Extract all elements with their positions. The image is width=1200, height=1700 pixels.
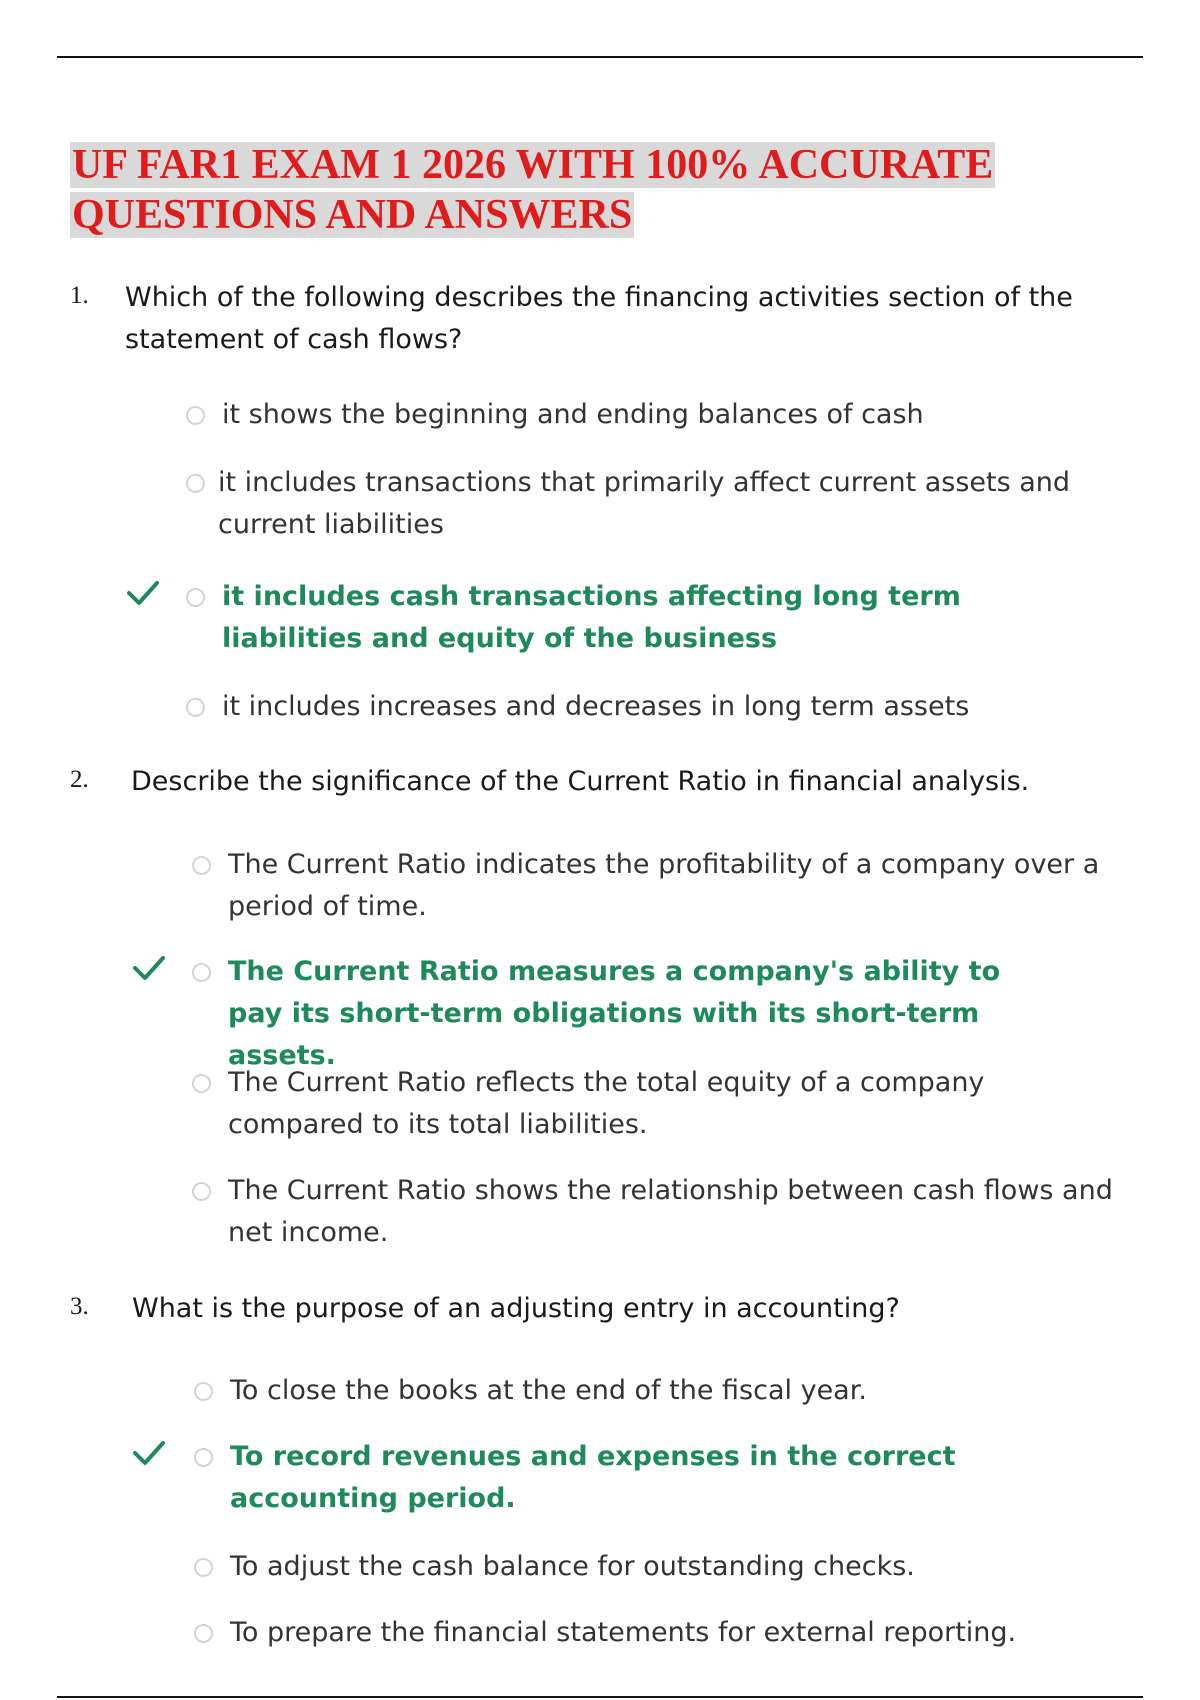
radio-circle-icon[interactable] (192, 1074, 211, 1093)
option-text: The Current Ratio indicates the profitability of a company over a period of time. (228, 849, 1100, 922)
radio-circle-icon[interactable] (186, 588, 205, 607)
title-line-1: UF FAR1 EXAM 1 2026 WITH 100% ACCURATE (72, 142, 994, 188)
radio-circle-icon[interactable] (194, 1624, 213, 1643)
radio-circle-icon[interactable] (192, 1182, 211, 1201)
option-text: it shows the beginning and ending balances of cash (222, 399, 924, 430)
top-rule (57, 56, 1143, 58)
radio-circle-icon[interactable] (192, 856, 211, 875)
checkmark-icon (132, 1438, 166, 1468)
option-text: it includes cash transactions affecting long term liabilities and equity of the business (222, 581, 961, 654)
option-text: To close the books at the end of the fiscal year. (230, 1375, 867, 1406)
checkmark-icon (132, 953, 166, 983)
option-text: it includes transactions that primarily affect current assets and current liabilities (218, 467, 1071, 540)
option-text: it includes increases and decreases in long term assets (222, 691, 970, 722)
radio-circle-icon[interactable] (186, 698, 205, 717)
option-text: To prepare the financial statements for external reporting. (230, 1617, 1017, 1648)
checkmark-icon (126, 578, 160, 608)
option-text: The Current Ratio shows the relationship between cash flows and net income. (228, 1175, 1113, 1248)
radio-circle-icon[interactable] (186, 406, 205, 425)
title-line-2: QUESTIONS AND ANSWERS (72, 192, 633, 238)
question-number: 1. (70, 282, 89, 309)
bottom-rule (57, 1696, 1143, 1698)
radio-circle-icon[interactable] (192, 963, 211, 982)
question-text: Which of the following describes the financing activities section of the statement of cash flows? (125, 282, 1073, 355)
option-text: The Current Ratio reflects the total equity of a company compared to its total liabilities. (228, 1067, 985, 1140)
radio-circle-icon[interactable] (194, 1558, 213, 1577)
option-text: To record revenues and expenses in the correct accounting period. (230, 1441, 956, 1514)
radio-circle-icon[interactable] (186, 474, 205, 493)
option-text: To adjust the cash balance for outstanding checks. (230, 1551, 915, 1582)
question-text: What is the purpose of an adjusting entry in accounting? (132, 1293, 900, 1324)
radio-circle-icon[interactable] (194, 1448, 213, 1467)
document-title (70, 140, 1070, 240)
question-number: 2. (70, 766, 89, 793)
radio-circle-icon[interactable] (194, 1382, 213, 1401)
question-number: 3. (70, 1293, 89, 1320)
question-text: Describe the significance of the Current Ratio in financial analysis. (131, 766, 1030, 797)
option-text: The Current Ratio measures a company's ability to pay its short-term obligations with its short-term assets. (228, 956, 1001, 1071)
